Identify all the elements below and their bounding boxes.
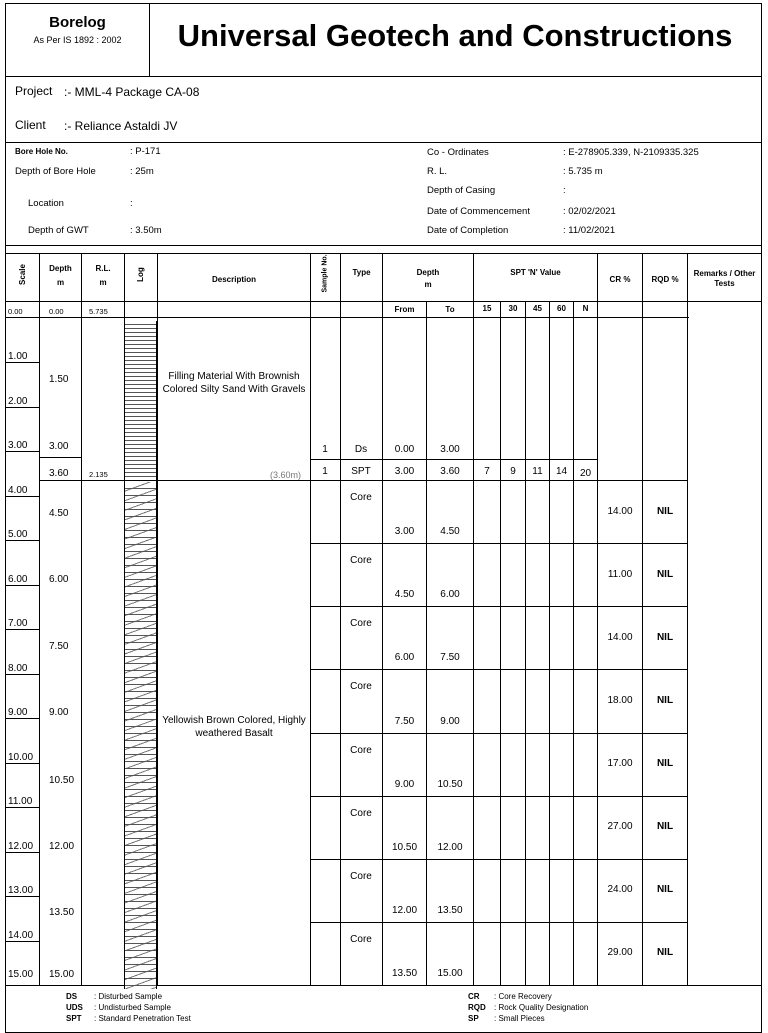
depth-mark: 13.50 [49,907,75,918]
depth-to: 13.50 [437,904,463,916]
logo-subtitle: As Per IS 1892 : 2002 [33,35,122,45]
meta-value: : P-171 [130,146,161,157]
meta-value: : 11/02/2021 [563,225,616,236]
legend-code: RQD [468,1003,486,1012]
rqd-value: NIL [656,821,674,833]
client-label: Client [15,118,46,132]
cr-value: 14.00 [607,505,633,517]
depth-mark: 10.50 [49,775,75,786]
cr-value: 11.00 [607,568,633,580]
col-rqd: RQD % [651,275,679,284]
client-value: :- Reliance Astaldi JV [64,119,178,133]
meta-value: : 02/02/2021 [563,206,616,217]
row-divider [310,669,688,670]
legend-code: UDS [66,1003,83,1012]
depth-from: 4.50 [394,589,415,601]
meta-value: : [563,185,566,196]
depth-from: 7.50 [394,715,415,727]
rl-mark: 5.735 [89,307,108,316]
scale-mark: 13.00 [8,885,34,896]
depth-mark: 3.60 [49,468,69,479]
depth-to: 6.00 [440,589,460,601]
depth-from: 13.50 [391,968,418,979]
meta-label: Location [28,198,64,209]
legend-text: : Disturbed Sample [94,992,163,1001]
col-log: Log [136,267,145,282]
col-depth2-unit: m [424,280,432,289]
row-divider [310,922,688,923]
scale-mark: 6.00 [8,574,28,585]
meta-label: Depth of Casing [427,185,496,196]
meta-label: Date of Commencement [427,206,530,217]
depth-mark: 12.00 [49,841,75,852]
depth-mark: 1.50 [49,374,69,385]
depth-from: 0.00 [394,444,415,455]
rock-pattern [125,482,156,989]
meta-value: : 3.50m [130,225,162,236]
core-type: Core [350,492,372,503]
col-description: Description [211,275,256,284]
spt-value: 9 [510,466,516,477]
rqd-value: NIL [656,568,674,580]
scale-mark: 3.00 [8,440,28,451]
spt-n-value: 20 [579,468,592,479]
col-scale: Scale [18,264,27,285]
legend-text: : Core Recovery [494,992,552,1001]
layer-marker: (3.60m) [270,470,302,480]
depth-to: 3.00 [440,444,460,455]
rqd-value: NIL [656,758,674,770]
col-spt: SPT 'N' Value [510,268,561,277]
project-label: Project [15,84,53,98]
scale-mark: 1.00 [8,351,28,362]
borelog-sheet [5,3,762,1033]
depth-from: 3.00 [394,466,415,477]
legend-code: DS [66,992,78,1001]
col-depth2: Depth [416,268,440,277]
legend-code: CR [468,992,480,1001]
meta-value: : 25m [130,166,154,177]
cr-value: 29.00 [607,947,633,959]
meta-label: Date of Completion [427,225,509,236]
depth-to: 3.60 [440,466,460,477]
sample-no: 1 [322,466,328,477]
legend-text: : Small Pieces [494,1014,545,1023]
depth-mark: 0.00 [49,307,64,316]
header-bottom-line [6,301,761,302]
col-depth-unit: m [56,278,65,287]
sample-type: Ds [354,444,368,455]
depth-mark: 9.00 [49,707,69,718]
col-spt-15: 15 [482,304,492,313]
depth-mark: 3.00 [49,441,69,452]
project-value: :- MML-4 Package CA-08 [64,85,200,99]
col-to: To [445,305,455,314]
spt-value: 7 [484,466,490,477]
core-type: Core [350,555,372,567]
depth-from: 9.00 [394,778,415,790]
meta-value: : [130,198,133,209]
company-name: Universal Geotech and Constructions [177,18,733,53]
col-rl-unit: m [99,278,107,287]
depth-from: 10.50 [391,841,418,853]
depth-to: 10.50 [437,778,463,790]
scale-mark: 5.00 [8,529,28,540]
meta-value: : 5.735 m [563,166,603,177]
core-type: Core [350,681,372,693]
col-depth: Depth [49,264,72,273]
depth-to: 7.50 [440,652,460,664]
divider [6,76,761,77]
meta-value: : E-278905.339, N-2109335.325 [563,147,699,158]
core-type: Core [350,870,372,882]
spt-value: 14 [555,466,568,477]
scale-mark: 9.00 [8,707,28,718]
scale-mark: 0.00 [8,307,23,316]
depth-to: 4.50 [440,526,460,538]
row-divider [310,606,688,607]
rqd-value: NIL [656,947,674,959]
logo-box [6,4,150,76]
row-divider [310,733,688,734]
scale-mark: 4.00 [8,485,28,496]
scale-mark: 14.00 [8,930,34,941]
cr-value: 18.00 [607,694,633,706]
depth-mark: 15.00 [49,969,75,980]
col-sample: Sample No. [321,254,329,293]
layer-description: Filling Material With Brownish Colored Silty Sand With Gravels [162,371,306,395]
depth-to: 9.00 [440,715,460,727]
table-bottom-line [6,985,761,986]
sample-no: 1 [322,444,328,455]
col-cr: CR % [609,275,631,284]
col-spt-n: N [582,304,589,313]
cr-value: 14.00 [607,631,633,643]
cr-value: 27.00 [607,821,633,833]
core-type: Core [350,744,372,756]
scale-mark: 12.00 [8,841,34,852]
meta-label: Depth of GWT [28,225,89,236]
legend-text: : Rock Quality Designation [494,1003,589,1012]
depth-mark: 6.00 [49,574,69,585]
col-from: From [394,305,415,314]
cr-value: 17.00 [607,758,633,770]
core-type: Core [350,933,372,945]
divider [6,142,761,143]
core-type: Core [350,807,372,819]
meta-label: Bore Hole No. [15,147,68,156]
subheader-line [6,317,689,318]
scale-mark: 2.00 [8,396,28,407]
rqd-value: NIL [656,884,674,896]
legend-text: : Undisturbed Sample [94,1003,171,1012]
depth-from: 6.00 [394,652,415,664]
core-type: Core [350,618,372,630]
cr-value: 24.00 [607,884,633,896]
divider [6,245,761,246]
legend-text: : Standard Penetration Test [94,1014,191,1023]
depth-from: 3.00 [394,526,415,538]
meta-label: Co - Ordinates [427,147,489,158]
row-divider [310,796,688,797]
rqd-value: NIL [656,631,674,643]
depth-to: 15.00 [437,968,463,979]
logo-title: Borelog [49,14,106,31]
scale-mark: 10.00 [8,752,34,763]
col-rl: R.L. [95,264,111,273]
depth-mark: 4.50 [49,508,69,519]
depth-from: 12.00 [391,904,418,916]
scale-mark: 15.00 [8,969,34,980]
col-type: Type [352,268,371,277]
log-column [124,321,157,989]
meta-label: Depth of Bore Hole [15,166,96,177]
legend-code: SPT [66,1014,82,1023]
layer-description: Yellowish Brown Colored, Highly weathered Basalt [162,715,306,739]
depth-mark: 7.50 [49,641,69,652]
col-spt-30: 30 [508,304,518,313]
row-divider [310,859,688,860]
col-spt-45: 45 [533,304,542,313]
sample-type: SPT [351,466,371,477]
scale-mark: 7.00 [8,618,28,629]
depth-to: 12.00 [437,841,463,853]
col-spt-60: 60 [557,304,566,313]
col-remarks: Remarks / Other Tests [693,269,756,288]
rl-mark: 2.135 [89,470,108,479]
rqd-value: NIL [656,505,674,517]
row-divider [310,543,688,544]
scale-mark: 8.00 [8,663,28,674]
meta-label: R. L. [427,166,448,177]
divider [6,253,761,254]
scale-mark: 11.00 [8,796,33,807]
rqd-value: NIL [656,694,674,706]
fill-pattern [125,321,156,482]
spt-value: 11 [532,466,543,477]
legend-code: SP [468,1014,479,1023]
